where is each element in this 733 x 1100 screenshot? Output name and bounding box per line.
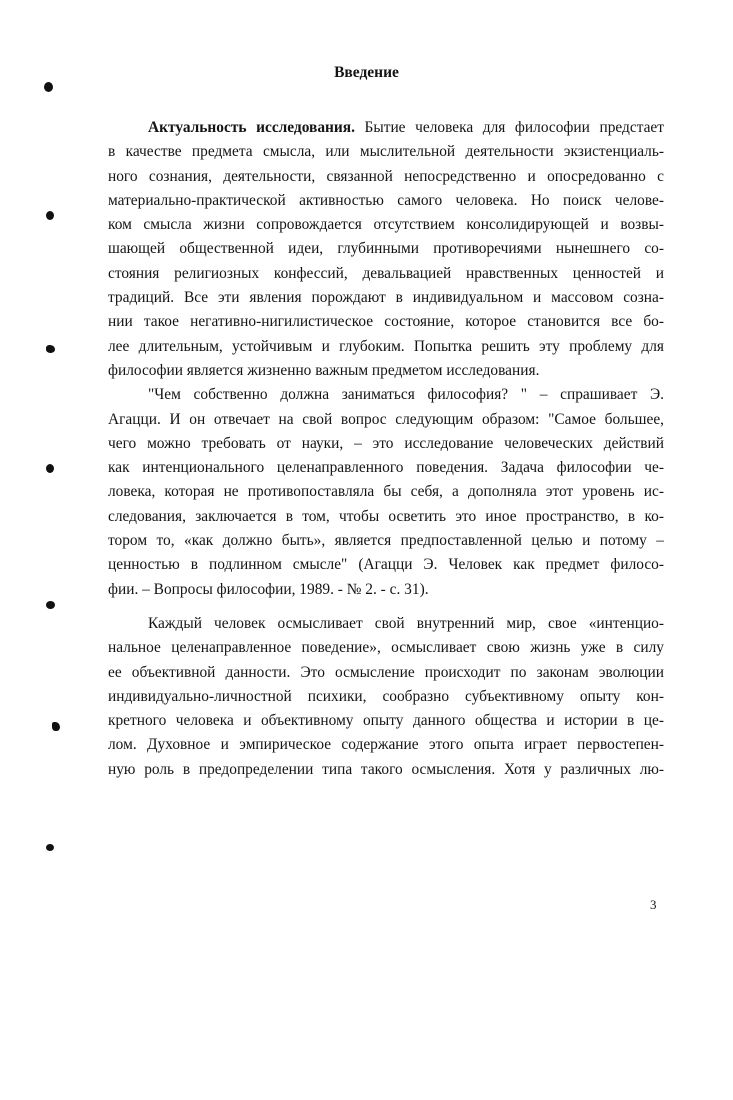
lead-heading: Актуальность исследования. (148, 119, 355, 136)
binding-hole-mark (46, 464, 54, 473)
text-line: как интенционального целенаправленного поведения. Задача философии че- (108, 459, 664, 477)
binding-hole-mark (46, 844, 54, 851)
binding-hole-mark (46, 601, 55, 609)
text-line: "Чем собственно должна заниматься философия? " – спрашивает Э. (148, 386, 664, 404)
text-line: лее длительным, устойчивым и глубоким. Попытка решить эту проблему для (108, 337, 664, 355)
text-line: философии является жизненно важным предметом исследования. (108, 361, 540, 379)
text-line: кретного человека и объективному опыту данного общества и истории в це- (108, 712, 664, 730)
body-text (108, 116, 664, 782)
text-line: стояния религиозных конфессий, девальвацией нравственных ценностей и (108, 264, 664, 282)
text-line: ловека, которая не противопоставляла бы себя, а дополняла этот уровень ис- (108, 483, 664, 501)
binding-hole-mark (44, 82, 53, 92)
text-line: Агацци. И он отвечает на свой вопрос следующим образом: "Самое большее, (108, 410, 664, 428)
text-line: тором то, «как должно быть», является предпоставленной целью и потому – (108, 532, 664, 550)
page-number: 3 (650, 897, 657, 912)
binding-hole-mark (46, 211, 54, 220)
text-line: Актуальность исследования. Бытие человека для философии предстает (148, 119, 664, 136)
binding-hole-mark (46, 345, 55, 353)
binding-hole-mark (52, 722, 60, 731)
text-line: Каждый человек осмысливает свой внутренний мир, свое «интенцио- (148, 614, 664, 632)
text-line: ее объективной данности. Это осмысление происходит по законам эволюции (108, 663, 664, 681)
text-line: фии. – Вопросы философии, 1989. - № 2. - с. 31). (108, 580, 429, 598)
text-line: традиций. Все эти явления порождают в индивидуальном и массовом созна- (108, 289, 664, 307)
text-line: материально-практической активностью самого человека. Но поиск челове- (108, 191, 664, 209)
text-line: нальное целенаправленное поведение», осмысливает свою жизнь уже в силу (108, 639, 664, 657)
text-line: индивидуально-личностной психики, сообразно субъективному опыту кон- (108, 687, 664, 705)
text-line: ную роль в предопределении типа такого осмысления. Хотя у различных лю- (108, 760, 664, 778)
text-line: следования, заключается в том, чтобы осветить это иное пространство, в ко- (108, 507, 664, 525)
text-line: лом. Духовное и эмпирическое содержание этого опыта играет первостепен- (108, 736, 664, 754)
text-line: нии такое негативно-нигилистическое состояние, которое становится все бо- (108, 313, 664, 331)
text-line: ного сознания, деятельности, связанной непосредственно и опосредованно с (108, 167, 664, 185)
document-title: Введение (334, 64, 399, 81)
text-line: шающей общественной идеи, глубинными противоречиями нынешнего со- (108, 240, 664, 258)
text-line: ком смысла жизни сопровождается отсутствием консолидирующей и возвы- (108, 216, 664, 234)
text-line: чего можно требовать от науки, – это исследование человеческих действий (108, 434, 664, 452)
text-line: ценностью в подлинном смысле" (Агацци Э. Человек как предмет филосо- (108, 556, 664, 574)
text-line: в качестве предмета смысла, или мыслительной деятельности экзистенциаль- (108, 143, 664, 161)
